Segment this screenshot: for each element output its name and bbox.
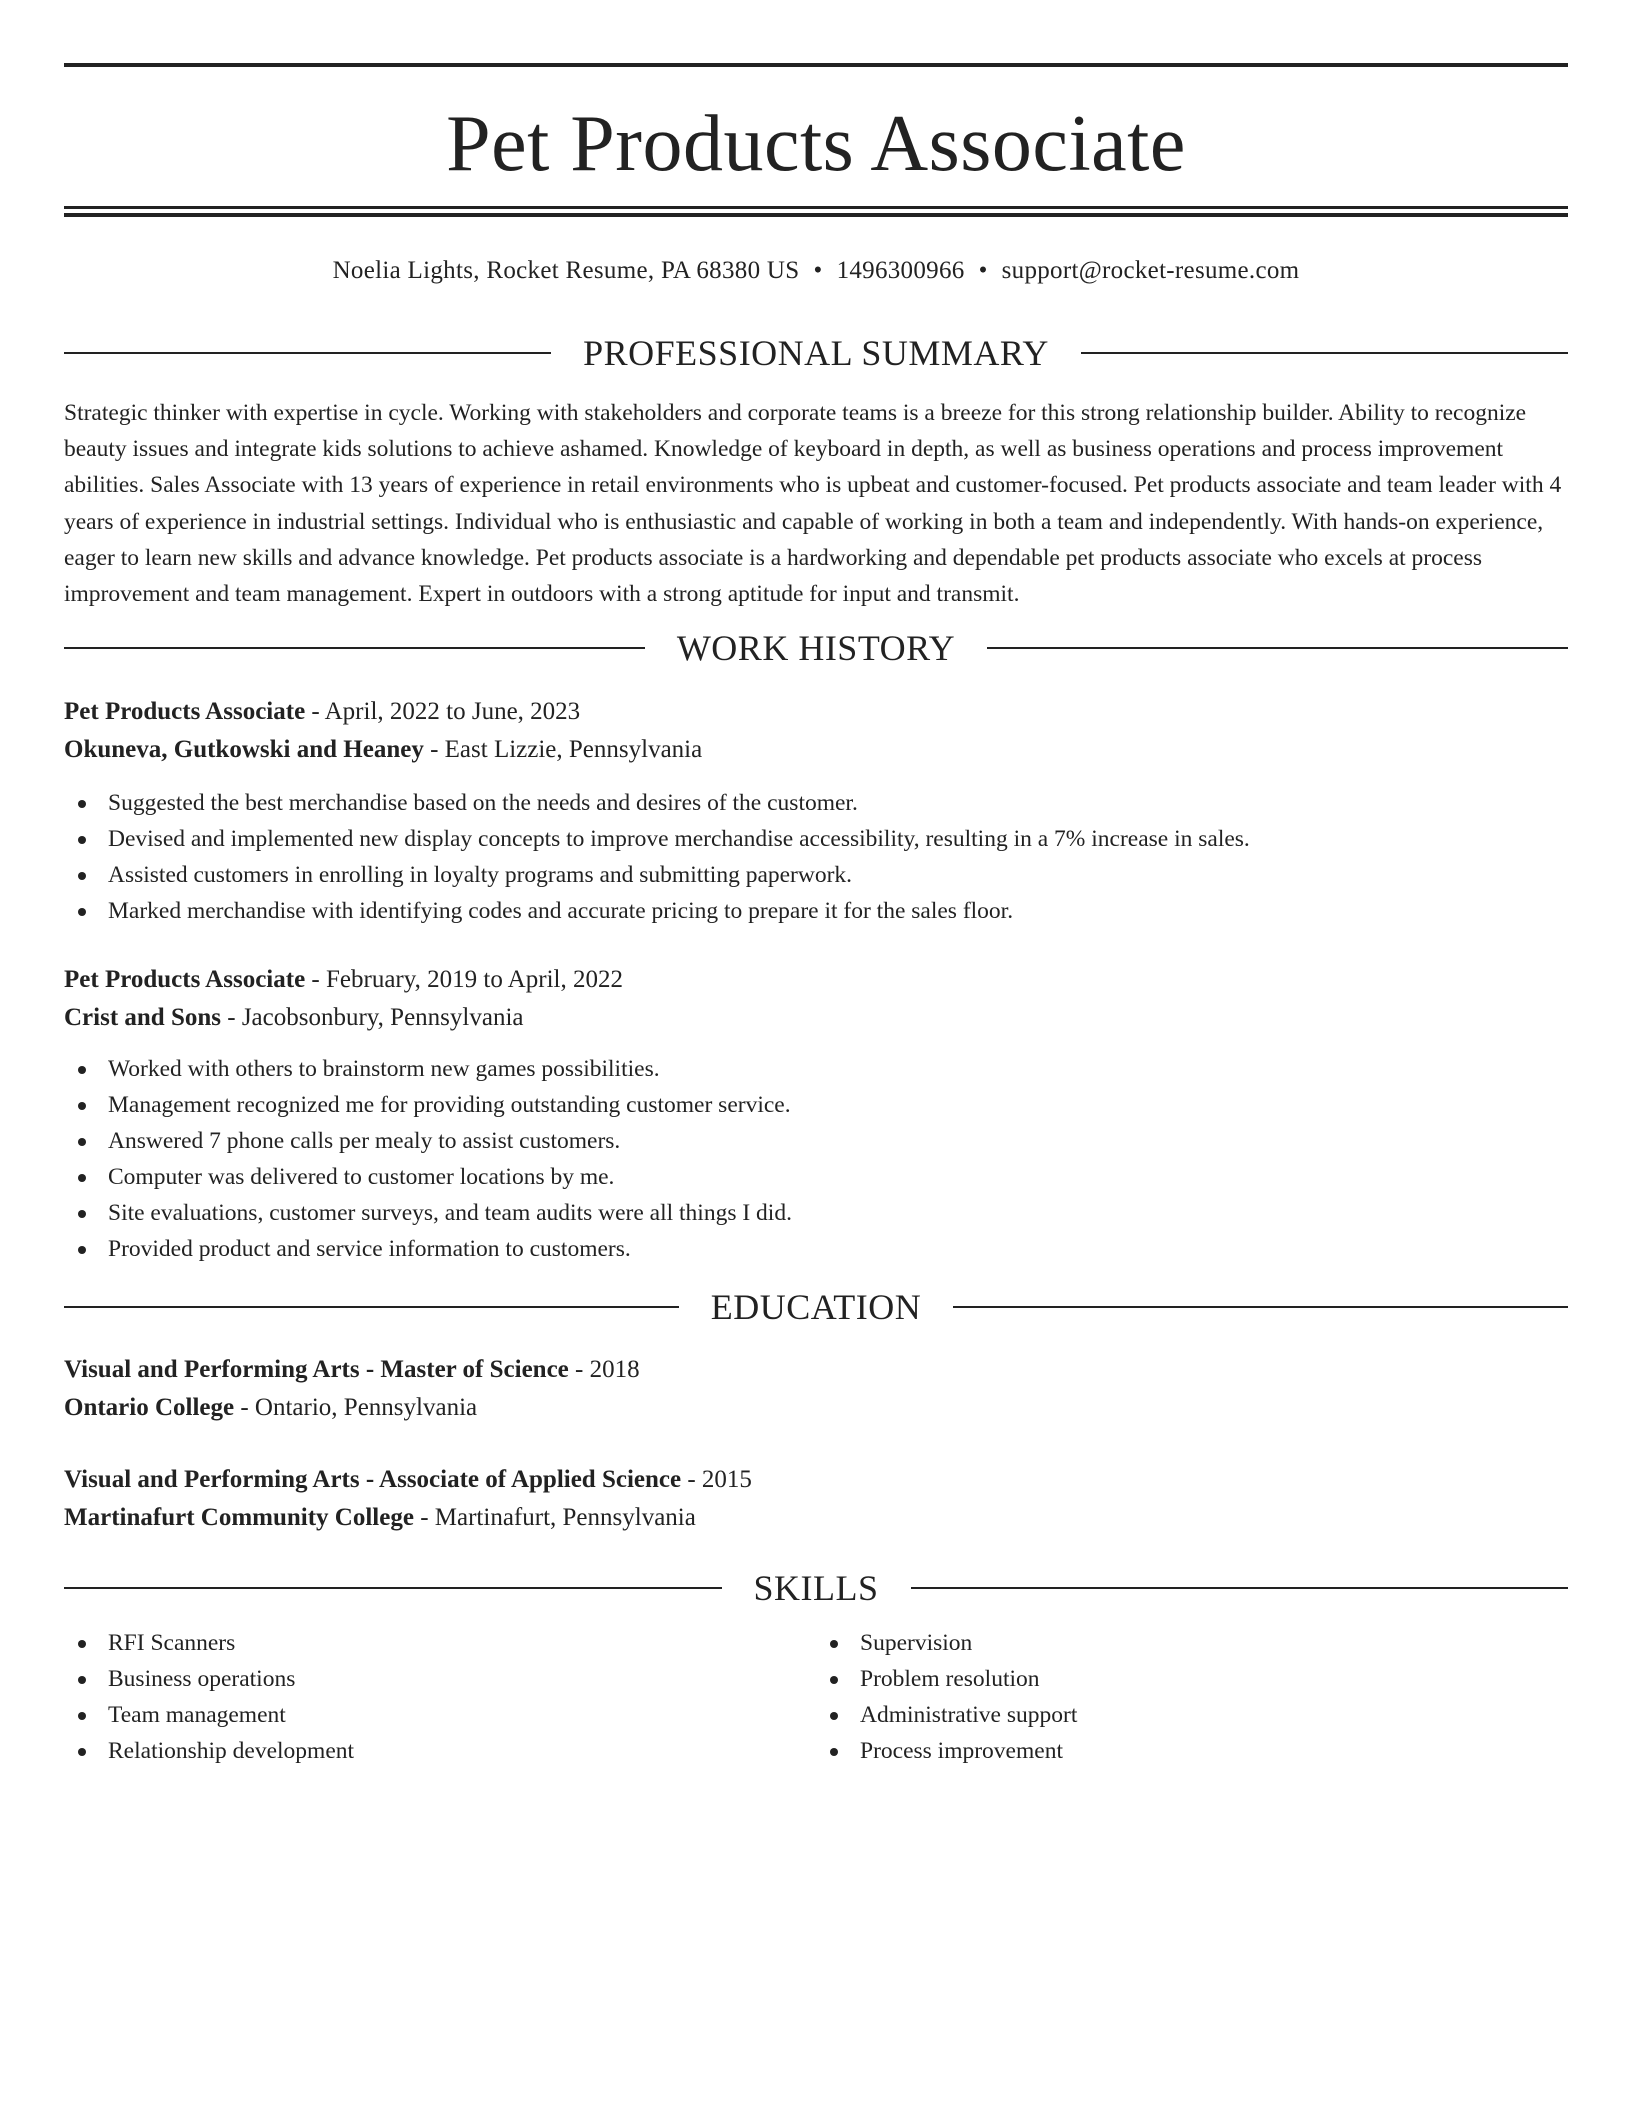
skill-text: Team management [108,1702,286,1729]
job-location: - East Lizzie, Pennsylvania [423,736,703,764]
list-item [64,1697,816,1733]
list-item [64,1661,816,1697]
list-item [816,1697,1568,1733]
bullet-icon [78,1748,86,1756]
title-double-rule [64,206,1568,217]
degree: Visual and Performing Arts - Associate of Applied Science [64,1466,682,1494]
bullet-icon [78,1246,86,1254]
job-bullets [64,1051,1568,1267]
education-entry [64,1351,1568,1427]
contact-separator: • [813,257,823,284]
heading-rule-right [953,1306,1568,1308]
job-company-line [64,999,1568,1037]
work-heading: WORK HISTORY [676,628,956,669]
bullet-text: Management recognized me for providing outstanding customer service. [108,1092,791,1119]
skills-list [816,1625,1568,1769]
heading-rule-right [911,1587,1569,1589]
list-item [64,857,1568,893]
job-company-line [64,731,1568,769]
job-title-line [64,693,1568,731]
contact-phone: 1496300966 [836,257,965,284]
skill-text: Business operations [108,1666,296,1693]
school-line [64,1389,1568,1427]
list-item [64,1051,1568,1087]
school: Ontario College [64,1394,235,1422]
contact-address: Noelia Lights, Rocket Resume, PA 68380 US [332,257,800,284]
job-title: Pet Products Associate [64,966,306,994]
degree-line [64,1461,1568,1499]
education-heading: EDUCATION [710,1287,922,1328]
bullet-icon [78,908,86,916]
skill-text: Process improvement [860,1738,1063,1765]
bullet-icon [78,1640,86,1648]
skill-text: Administrative support [860,1702,1078,1729]
job-title-line [64,961,1568,999]
job-entry [64,961,1568,1267]
heading-rule-right [987,647,1568,649]
degree-year: - 2018 [568,1356,640,1384]
bullet-icon [78,1676,86,1684]
heading-rule-left [64,1587,722,1589]
education-entry [64,1461,1568,1537]
school: Martinafurt Community College [64,1504,414,1532]
list-item [64,1087,1568,1123]
degree-line [64,1351,1568,1389]
skills-column-left [64,1625,816,1769]
job-company: Crist and Sons [64,1004,221,1032]
list-item [816,1625,1568,1661]
list-item [64,1195,1568,1231]
degree-year: - 2015 [681,1466,752,1494]
skills-grid [64,1625,1568,1769]
degree: Visual and Performing Arts - Master of Science [64,1356,569,1384]
skills-column-right [816,1625,1568,1769]
bullet-icon [78,1102,86,1110]
job-title: Pet Products Associate [64,698,306,726]
bullet-text: Suggested the best merchandise based on the needs and desires of the customer. [108,790,858,817]
list-item [64,1159,1568,1195]
list-item [64,1231,1568,1267]
education-section-heading [64,1285,1568,1329]
work-section-heading [64,626,1568,670]
bullet-text: Computer was delivered to customer locations by me. [108,1164,615,1191]
school-location: - Martinafurt, Pennsylvania [413,1504,696,1532]
bullet-icon [78,800,86,808]
list-item [816,1661,1568,1697]
job-dates: - April, 2022 to June, 2023 [305,698,581,726]
top-rule [64,63,1568,67]
bullet-text: Devised and implemented new display concepts to improve merchandise accessibility, resulting in a 7% increase in sales. [108,826,1250,853]
job-dates: - February, 2019 to April, 2022 [305,966,623,994]
skill-text: Relationship development [108,1738,355,1765]
job-company: Okuneva, Gutkowski and Heaney [64,736,424,764]
bullet-icon [830,1748,838,1756]
bullet-icon [78,1174,86,1182]
summary-section-heading [64,331,1568,375]
list-item [64,893,1568,929]
bullet-icon [830,1640,838,1648]
job-bullets [64,785,1568,929]
bullet-text: Worked with others to brainstorm new games possibilities. [108,1056,660,1083]
skill-text: RFI Scanners [108,1630,236,1657]
bullet-icon [78,836,86,844]
job-entry [64,693,1568,929]
list-item [64,821,1568,857]
heading-rule-left [64,1306,679,1308]
list-item [64,1625,816,1661]
skill-text: Problem resolution [860,1666,1040,1693]
heading-rule-left [64,352,551,354]
skills-section-heading [64,1566,1568,1610]
list-item [64,785,1568,821]
bullet-icon [78,872,86,880]
bullet-icon [78,1210,86,1218]
skills-heading: SKILLS [753,1568,879,1609]
bullet-icon [78,1066,86,1074]
heading-rule-right [1081,352,1568,354]
list-item [64,1733,816,1769]
bullet-text: Assisted customers in enrolling in loyalty programs and submitting paperwork. [108,862,853,889]
bullet-text: Marked merchandise with identifying codes and accurate pricing to prepare it for the sales floor. [108,898,1014,925]
bullet-text: Provided product and service information to customers. [108,1236,631,1263]
summary-text: Strategic thinker with expertise in cycle. Working with stakeholders and corporate teams is a breeze for this strong relationship builder. Ability to recognize beauty issues and integrate kids solutions to achieve ashamed. Knowledge of keyboard in depth, as well as business operations and process improvement abilities. Sales Associate with 13 years of experience in retail environments who is upbeat and customer-focused. Pet products associate and team leader with 4 years of experience in industrial settings. Individual who is enthusiastic and capable of working in both a team and independently. With hands-on experience, eager to learn new skills and advance knowledge. Pet products associate is a hardworking and dependable pet products associate who excels at process improvement and team management. Expert in outdoors with a strong aptitude for input and transmit. [64,400,1562,608]
bullet-icon [78,1138,86,1146]
skills-list [64,1625,816,1769]
bullet-icon [830,1712,838,1720]
school-line [64,1499,1568,1537]
heading-rule-left [64,647,645,649]
job-location: - Jacobsonbury, Pennsylvania [221,1004,524,1032]
list-item [816,1733,1568,1769]
bullet-text: Answered 7 phone calls per mealy to assist customers. [108,1128,621,1155]
list-item [64,1123,1568,1159]
contact-info [64,251,1568,291]
contact-email: support@rocket-resume.com [1001,257,1300,284]
resume-title: Pet Products Associate [446,100,1186,188]
bullet-text: Site evaluations, customer surveys, and team audits were all things I did. [108,1200,792,1227]
school-location: - Ontario, Pennsylvania [234,1394,478,1422]
bullet-icon [78,1712,86,1720]
contact-separator: • [978,257,988,284]
skill-text: Supervision [860,1630,973,1657]
summary-heading: PROFESSIONAL SUMMARY [583,333,1049,373]
bullet-icon [830,1676,838,1684]
